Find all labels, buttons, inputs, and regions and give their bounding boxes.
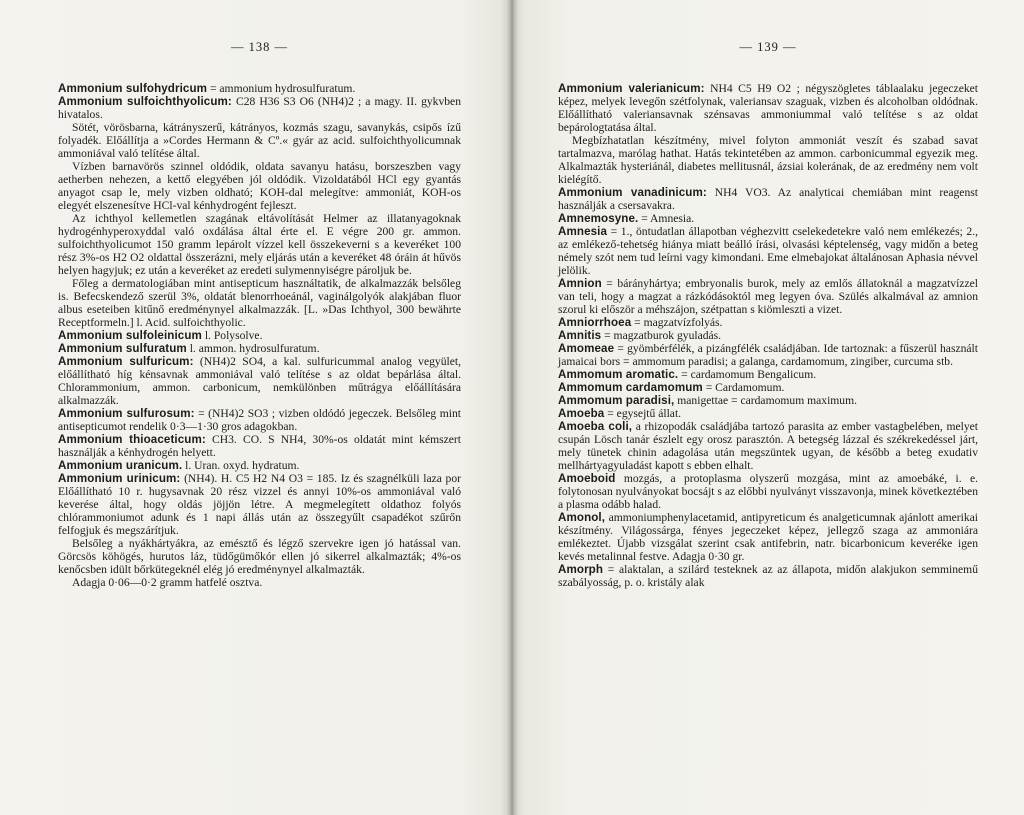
- entry-headword: Ammonium sulfoleinicum: [58, 329, 202, 342]
- entry-text: = egysejtű állat.: [604, 407, 682, 420]
- right-page: [518, 0, 1024, 815]
- right-entry: [558, 316, 978, 329]
- entry-headword: Ammonium sulfuricum:: [58, 355, 194, 368]
- right-entry: [558, 472, 978, 511]
- entry-headword: Ammomum aromatic.: [558, 368, 679, 381]
- entry-headword: Ammomum paradisi,: [558, 394, 675, 407]
- entry-text: = Amnesia.: [638, 212, 695, 225]
- entry-text: = magzatvízfolyás.: [631, 316, 723, 329]
- entry-headword: Ammonium sulfurosum:: [58, 407, 195, 420]
- entry-text: Vízben barnavörös szinnel oldódik, oldata savanyu hatásu, borszeszben vagy aetherben nehezen, a kettő elegyében jól oldódik. Vizoldatából HCl egy gyantás anyagot csap le, mely vizben oldható; KOH-dal melegítve: ammoniát, KOH-os elegyét elszenesítve HCl-val kénhydrogént fejleszt.: [58, 160, 461, 212]
- entry-text: Főleg a dermatologiában mint antisepticum használtatik, de alkalmazzák belsőleg is. Befecskendező szerül 3%, oldatát blenorrhoeánál, vaginálgolyók alakjában fluor albus eseteiben kitűnő eredménynyel alkalmazzák. [L. »Das Ichthyol, 300 bewährte Receptformeln.] l. Acid. sulfoichthyolic.: [58, 277, 461, 329]
- left-entry: [58, 329, 461, 342]
- right-entry: [558, 381, 978, 394]
- entry-text: = 1., öntudatlan állapotban véghezvitt cselekedetekre való nem emlékezés; 2., az emlékező-tehetség hiánya miatt beálló írási, olvasási képtelenség, vagy midőn a beteg némely szót nem tud leírni vagy kimondani. Eme elmebajokat általánosan Aphasia névvel jelölik.: [558, 225, 978, 277]
- entry-text: Sötét, vörösbarna, kátrányszerű, kátrányos, kozmás szagu, savanykás, csipős ízű folyadék. Előállítja a »Cordes Hermann & Cº.« gyár az acid. sulfoichthyolicumnak ammoniával való telítése által.: [58, 121, 461, 160]
- entry-text: manigettae = cardamomum maximum.: [674, 394, 858, 407]
- right-entry: [558, 82, 978, 134]
- right-page-column: [558, 82, 978, 589]
- entry-text: CH3. CO. S NH4, 30%-os oldatát mint kémszert használják a kénhydrogén helyett.: [58, 433, 461, 459]
- left-entry: [58, 277, 461, 329]
- entry-text: Az ichthyol kellemetlen szagának eltávolítását Helmer az illatanyagoknak hydrogénhyperoxyddal való oxdálása által érte el. E végre 200 gr. ammon. sulfoichthyolicumot 150 gramm lepárolt vízzel kell összekeverni s a keveréket 100 rész 3%-os H2 O2 oldattal összerázni, mely eljárás után a keveréket 48 óráin át hűvös helyen hagyjuk; ez után a keveréket az eredeti sulymennyiségre pároljuk be.: [58, 212, 461, 277]
- entry-headword: Ammonium urinicum:: [58, 472, 181, 485]
- right-entry: [558, 277, 978, 316]
- entry-headword: Ammonium valerianicum:: [558, 82, 705, 95]
- entry-headword: Amorph: [558, 563, 604, 576]
- entry-text: = (NH4)2 SO3 ; vizben oldódó jegeczek. Belsőleg mint antisepticumot rendelik 0·3—1·30 gros adagokban.: [58, 407, 461, 433]
- entry-headword: Amonol,: [558, 511, 606, 524]
- entry-headword: Amoeba: [558, 407, 605, 420]
- entry-headword: Amnesia: [558, 225, 608, 238]
- entry-text: mozgás, a protoplasma olyszerű mozgása, mint az amoebáké, i. e. folytonosan nyulványokat bocsájt s az előbbi nyulványt visszavonja, minek következtében a plasma odább halad.: [558, 472, 978, 511]
- left-entry: [58, 407, 461, 433]
- entry-headword: Amoeboid: [558, 472, 616, 485]
- entry-text: C28 H36 S3 O6 (NH4)2 ; a magy. II. gykvben hivatalos.: [58, 95, 461, 121]
- entry-text: Adagja 0·06—0·2 gramm hatfelé osztva.: [72, 576, 263, 589]
- left-entry: [58, 212, 461, 277]
- entry-text: (NH4). H. C5 H2 N4 O3 = 185. Iz és szagnélküli laza por Előállítható 10 r. hugysavnak 20 rész vizzel és annyi 10%-os ammoniával való keverése által, hogy oldás jöjjön létre. A megmelegített oldathoz folyós chlórammoniumot adunk és 1 napi állás után az összegyűlt csapadékot szűrőn felfogjuk és megszárítjuk.: [58, 472, 462, 537]
- entry-text: = magzatburok gyuladás.: [601, 329, 722, 342]
- right-entry: [558, 212, 978, 225]
- entry-text: = Cardamomum.: [702, 381, 785, 394]
- right-entry: [558, 511, 978, 563]
- right-entry: [558, 342, 978, 368]
- entry-text: = alaktalan, a szilárd testeknek az az állapota, midőn alakjukon semminemű szabályosság, p. o. kristály alak: [558, 563, 978, 589]
- left-page-number: — 138 —: [231, 40, 288, 54]
- left-entry: [58, 355, 461, 407]
- entry-headword: Ammonium sulfuratum: [58, 342, 187, 355]
- entry-headword: Amoeba coli,: [558, 420, 633, 433]
- entry-headword: Ammonium sulfoichthyolicum:: [58, 95, 232, 108]
- entry-text: (NH4)2 SO4, a kal. sulfuricummal analog vegyület, előállítható híg kénsavnak ammoniával való telítése s az oldat bepárlása által. Chlorammonium, ammon. carbonicum, nemkülönben műtrágya előállítására alkalmazzák.: [58, 355, 461, 407]
- entry-text: l. Uran. oxyd. hydratum.: [182, 459, 300, 472]
- entry-text: = ammonium hydrosulfuratum.: [207, 82, 356, 95]
- left-entry: [58, 82, 461, 95]
- entry-text: l. Polysolve.: [201, 329, 263, 342]
- entry-text: Megbízhatatlan készítmény, mivel folyton ammoniát veszít és szabad savat tartalmazva, marólag hathat. Hatás tekintetében az ammon. carbonicummal egyezik meg. Alkalmazták hysteriánál, diabetes mellitusnál, ázsiai kolerának, de az eredmény nem volt kielégítő.: [558, 134, 978, 186]
- left-entry: [58, 95, 461, 121]
- entry-headword: Ammonium sulfohydricum: [58, 82, 208, 95]
- left-page-column: [58, 82, 461, 589]
- entry-headword: Ammomum cardamomum: [558, 381, 703, 394]
- left-entry: [58, 160, 461, 212]
- entry-text: NH4 C5 H9 O2 ; négyszögletes táblaalaku jegeczeket képez, melyek levegőn szétfolynak, valeriansav szaguak, vizben és alcoholban oldódnak. Előállítható valeriansavnak szénsavas ammoniummal való telítése s az oldat bepárologtatása által.: [558, 82, 979, 134]
- entry-text: = bárányhártya; embryonalis burok, mely az emlős állatoknál a magzatvízzel van teli, hogy a magzat a rázkódásoktól meg legyen óva. Szülés alkalmával az amnion szorul ki először a méhszájon, szétpattan s kiömleszti a vizet.: [558, 277, 978, 316]
- right-entry: [558, 368, 978, 381]
- right-entry: [558, 420, 978, 472]
- right-entry: [558, 134, 978, 186]
- entry-headword: Ammonium thioaceticum:: [58, 433, 206, 446]
- left-entry: [58, 472, 461, 537]
- left-page: [0, 0, 505, 815]
- entry-headword: Amniorrhoea: [558, 316, 632, 329]
- left-entry: [58, 121, 461, 160]
- entry-headword: Ammonium vanadinicum:: [558, 186, 707, 199]
- entry-headword: Amnion: [558, 277, 602, 290]
- entry-headword: Amnitis: [558, 329, 602, 342]
- left-entry: [58, 433, 461, 459]
- entry-text: = gyömbérfélék, a pizángfélék családjában. Ide tartoznak: a fűszerül használt jamaicai bors = ammomum paradisi; a galanga, cardamomum, zingiber, curcuma stb.: [558, 342, 978, 368]
- right-entry: [558, 329, 978, 342]
- right-entry: [558, 407, 978, 420]
- entry-text: a rhizopodák családjába tartozó parasita az ember vastagbelében, melyet csupán Lösch tanár észlelt egy orosz parasztón. A betegség lázzal és székrekedéssel járt, mely tünetek chinin adagolása után megszüntek ugyan, de később a beteg exudativ mellhártyagyuladást kapott s ebben elhalt.: [558, 420, 978, 472]
- left-entry: [58, 576, 461, 589]
- right-entry: [558, 225, 978, 277]
- right-entry: [558, 186, 978, 212]
- right-page-number: — 139 —: [739, 40, 797, 54]
- right-entry: [558, 394, 978, 407]
- left-entry: [58, 459, 461, 472]
- entry-text: Belsőleg a nyákhártyákra, az emésztő és légző szervekre igen jó hatással van. Görcsös köhögés, hurutos láz, tüdőgümőkór ellen jó sikerrel alkalmazták; 4%-os kenőcsben idült bőrkütegeknél elég jó eredménynyel alkalmazták.: [58, 537, 461, 576]
- left-entry: [58, 537, 461, 576]
- left-entry: [58, 342, 461, 355]
- entry-text: l. ammon. hydrosulfuratum.: [186, 342, 320, 355]
- entry-headword: Ammonium uranicum.: [58, 459, 183, 472]
- right-entry: [558, 563, 978, 589]
- entry-headword: Amnemosyne.: [558, 212, 639, 225]
- entry-text: = cardamomum Bengalicum.: [678, 368, 817, 381]
- entry-text: NH4 VO3. Az analyticai chemiában mint reagenst használják a csersavakra.: [558, 186, 978, 212]
- entry-headword: Amomeae: [558, 342, 615, 355]
- entry-text: ammoniumphenylacetamid, antipyreticum és analgeticumnak ajánlott amerikai készítmény. Világossárga, fényes jegeczeket képez, jellegző szaga az ammoniára emlékeztet. Újabb vizsgálat szerint csak antifebrin, natr. bicarbonicum keveréke igen kevés metalinnal festve. Adagja 0·30 gr.: [558, 511, 978, 563]
